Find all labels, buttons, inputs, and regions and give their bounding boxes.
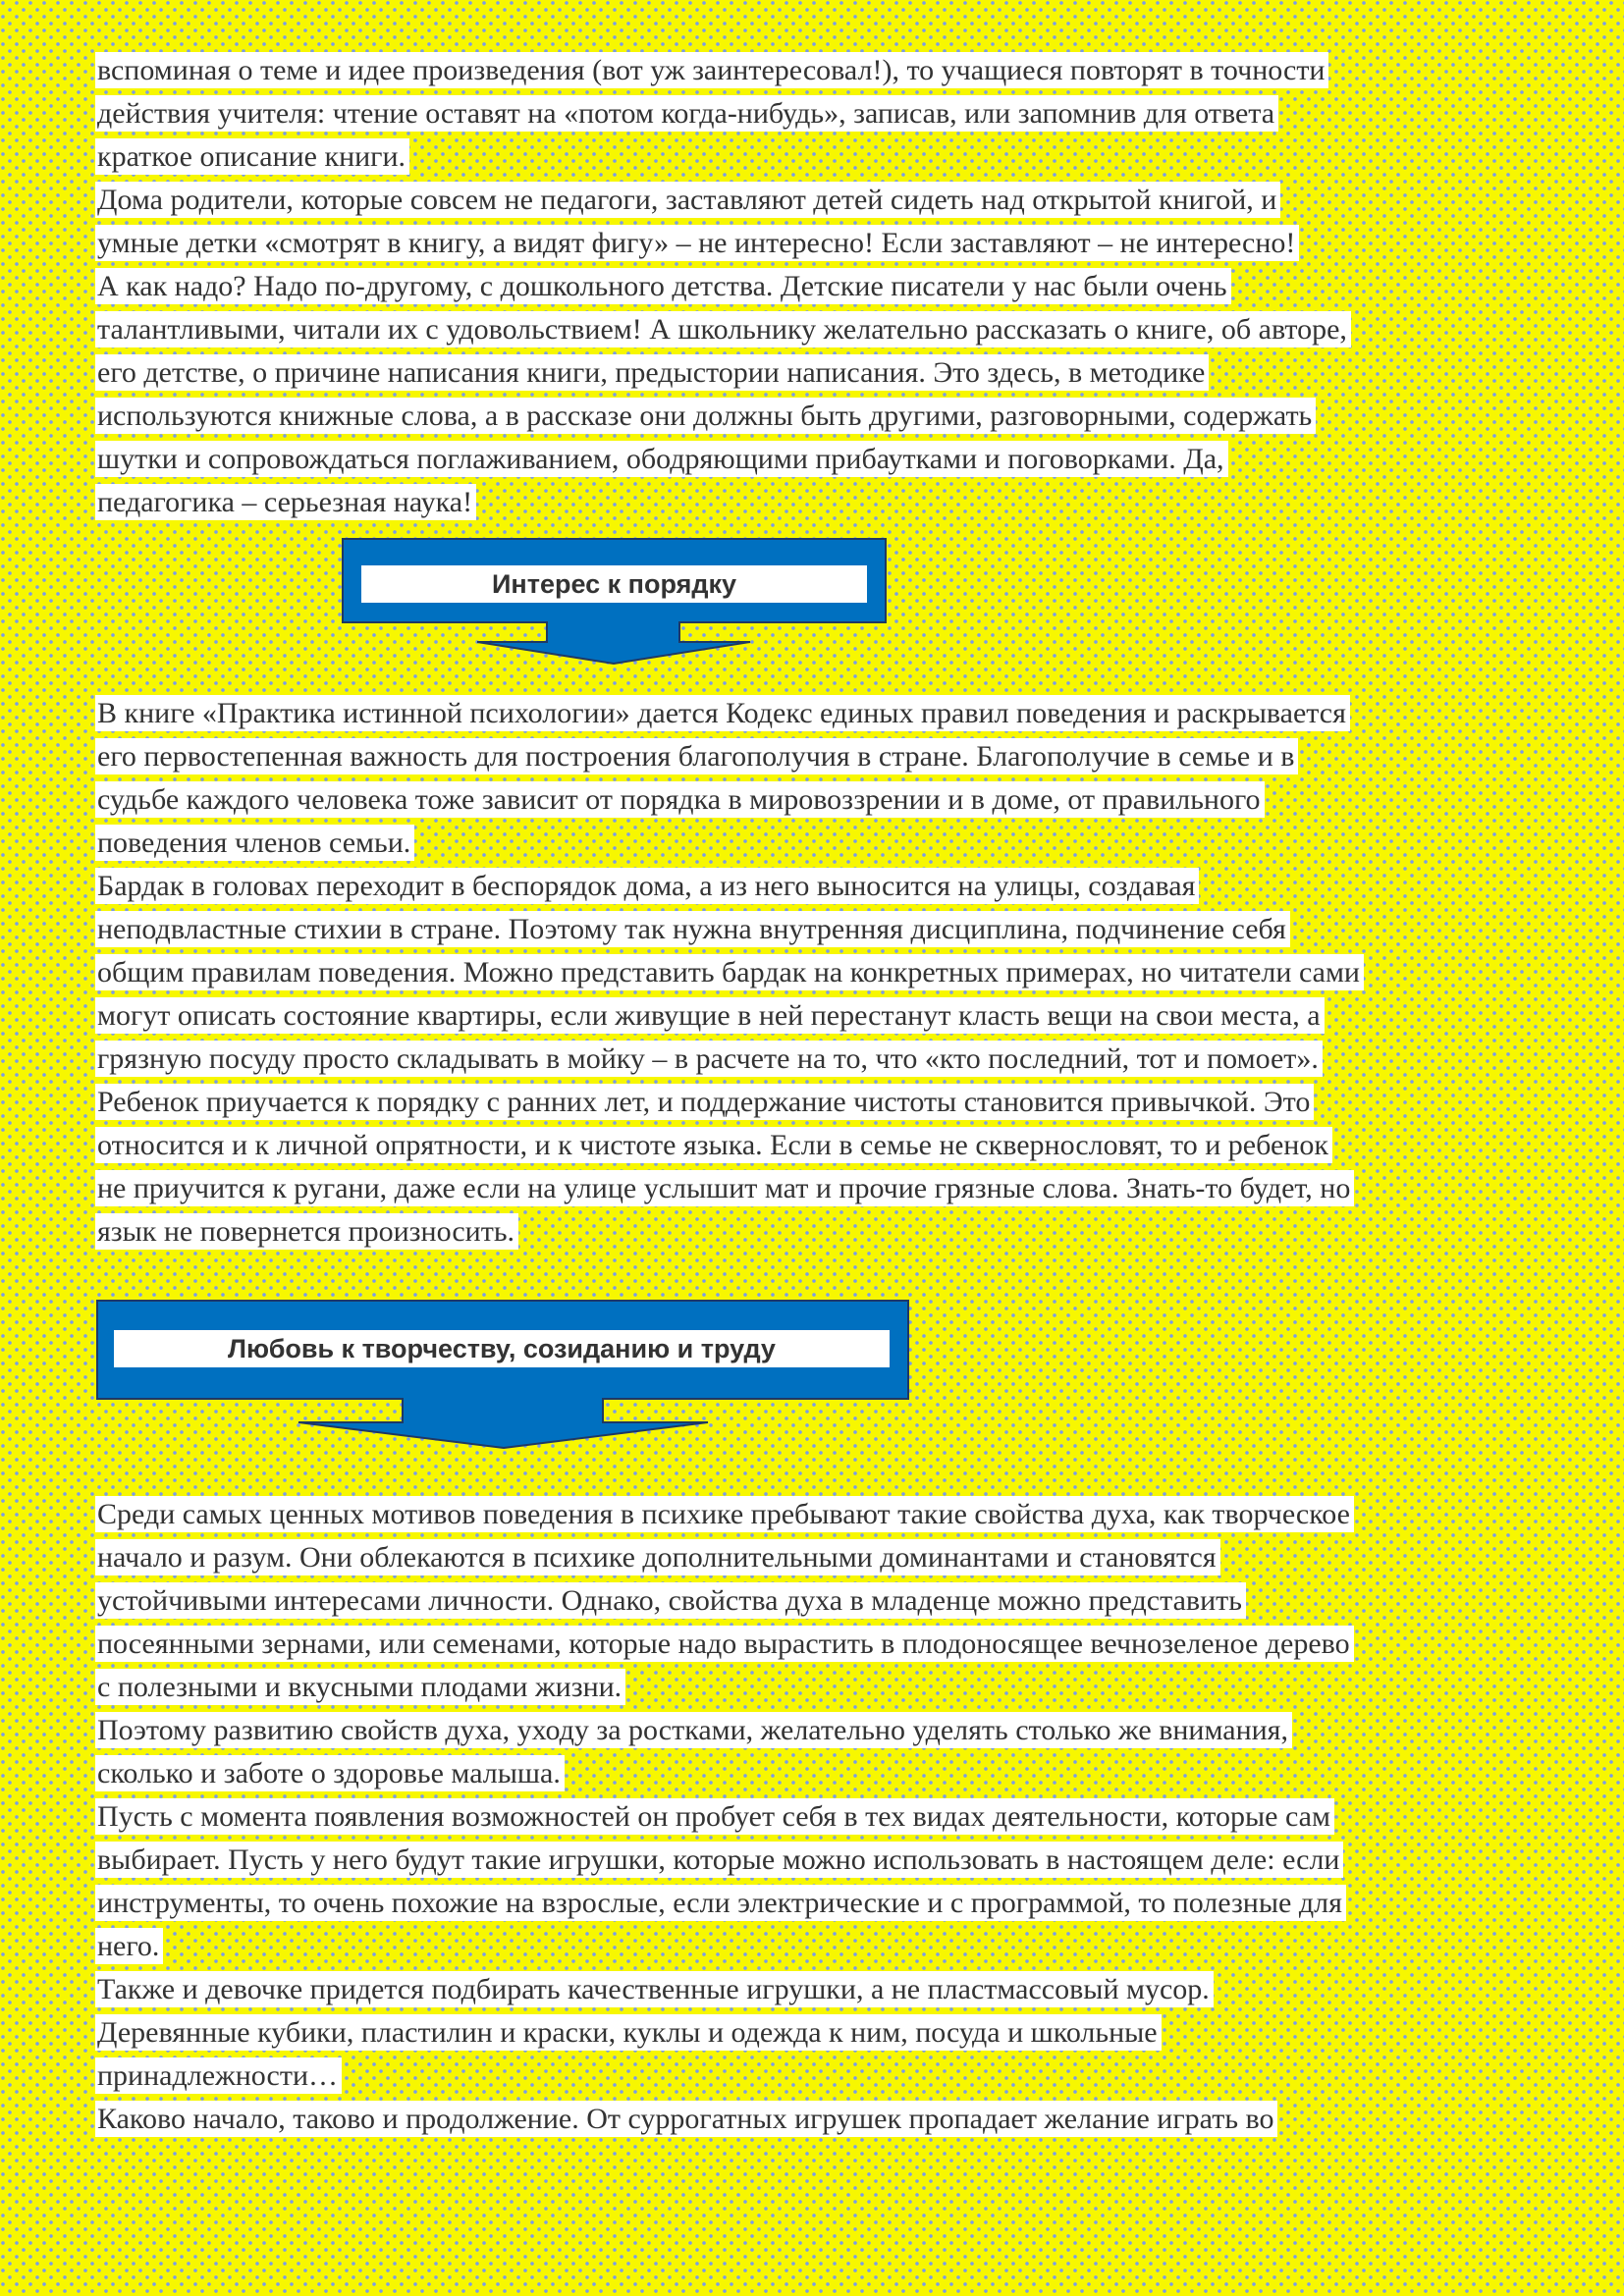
- text-line: судьбе каждого человека тоже зависит от порядка в мировоззрении и в доме, от правильного: [95, 778, 1529, 822]
- text-line: не приучится к ругани, даже если на улице услышит мат и прочие грязные слова. Знать-то будет, но: [95, 1167, 1529, 1210]
- text-line: устойчивыми интересами личности. Однако, свойства духа в младенце можно представить: [95, 1579, 1529, 1623]
- banner-title: Интерес к порядку: [361, 565, 867, 603]
- text-line: его детстве, о причине написания книги, предыстории написания. Это здесь, в методике: [95, 351, 1529, 395]
- text-line: краткое описание книги.: [95, 135, 1529, 179]
- text-line: поведения членов семьи.: [95, 822, 1529, 865]
- text-line: Каково начало, таково и продолжение. От суррогатных игрушек пропадает желание играть во: [95, 2098, 1529, 2141]
- text-line: неподвластные стихии в стране. Поэтому так нужна внутренняя дисциплина, подчинение себя: [95, 908, 1529, 951]
- text-line: Ребенок приучается к порядку с ранних лет, и поддержание чистоты становится привычкой. Это: [95, 1081, 1529, 1124]
- text-line: действия учителя: чтение оставят на «потом когда-нибудь», записав, или запомнив для ответа: [95, 92, 1529, 135]
- text-line: Дома родители, которые совсем не педагоги, заставляют детей сидеть над открытой книгой, и: [95, 179, 1529, 222]
- text-line: Пусть с момента появления возможностей он пробует себя в тех видах деятельности, которые сам: [95, 1795, 1529, 1839]
- text-line: умные детки «смотрят в книгу, а видят фигу» – не интересно! Если заставляют – не интересно!: [95, 222, 1529, 265]
- text-line: выбирает. Пусть у него будут такие игрушки, которые можно использовать в настоящем деле: если: [95, 1839, 1529, 1882]
- text-line: язык не повернется произносить.: [95, 1210, 1529, 1254]
- arrow-callout-shape: [97, 1301, 908, 1450]
- text-line: талантливыми, читали их с удовольствием! А школьнику желательно рассказать о книге, об авторе,: [95, 308, 1529, 351]
- text-line: относится и к личной опрятности, и к чистоте языка. Если в семье не сквернословят, то и ребенок: [95, 1124, 1529, 1167]
- section-banner-order: [343, 539, 886, 665]
- text-line: начало и разум. Они облекаются в психике дополнительными доминантами и становятся: [95, 1536, 1529, 1579]
- text-line: Поэтому развитию свойств духа, уходу за ростками, желательно уделять столько же внимания,: [95, 1709, 1529, 1752]
- text-line: его первостепенная важность для построения благополучия в стране. Благополучие в семье и в: [95, 735, 1529, 778]
- section-banner-creativity: [97, 1301, 908, 1450]
- text-line: с полезными и вкусными плодами жизни.: [95, 1666, 1529, 1709]
- text-line: А как надо? Надо по-другому, с дошкольного детства. Детские писатели у нас были очень: [95, 265, 1529, 308]
- text-section-middle: [95, 692, 1529, 1254]
- text-line: педагогика – серьезная наука!: [95, 481, 1529, 524]
- text-line: Деревянные кубики, пластилин и краски, куклы и одежда к ним, посуда и школьные: [95, 2011, 1529, 2055]
- text-line: общим правилам поведения. Можно представить бардак на конкретных примерах, но читатели сами: [95, 951, 1529, 994]
- text-line: принадлежности…: [95, 2055, 1529, 2098]
- text-line: Бардак в головах переходит в беспорядок дома, а из него выносится на улицы, создавая: [95, 865, 1529, 908]
- text-line: шутки и сопровождаться поглаживанием, ободряющими прибаутками и поговорками. Да,: [95, 438, 1529, 481]
- text-line: посеянными зернами, или семенами, которые надо вырастить в плодоносящее вечнозеленое дерево: [95, 1623, 1529, 1666]
- text-section-bottom: [95, 1493, 1529, 2141]
- text-line: Также и девочке придется подбирать качественные игрушки, а не пластмассовый мусор.: [95, 1968, 1529, 2011]
- text-line: вспоминая о теме и идее произведения (вот уж заинтересовал!), то учащиеся повторят в точности: [95, 49, 1529, 92]
- text-line: сколько и заботе о здоровье малыша.: [95, 1752, 1529, 1795]
- text-line: могут описать состояние квартиры, если живущие в ней перестанут класть вещи на свои места, а: [95, 994, 1529, 1038]
- text-line: инструменты, то очень похожие на взрослые, если электрические и с программой, то полезные для: [95, 1882, 1529, 1925]
- text-line: В книге «Практика истинной психологии» дается Кодекс единых правил поведения и раскрывается: [95, 692, 1529, 735]
- banner-title: Любовь к творчеству, созиданию и труду: [114, 1330, 890, 1367]
- text-line: Среди самых ценных мотивов поведения в психике пребывают такие свойства духа, как творческое: [95, 1493, 1529, 1536]
- text-line: используются книжные слова, а в рассказе они должны быть другими, разговорными, содержать: [95, 395, 1529, 438]
- text-line: него.: [95, 1925, 1529, 1968]
- text-section-top: [95, 49, 1529, 524]
- text-line: грязную посуду просто складывать в мойку – в расчете на то, что «кто последний, тот и помоет».: [95, 1038, 1529, 1081]
